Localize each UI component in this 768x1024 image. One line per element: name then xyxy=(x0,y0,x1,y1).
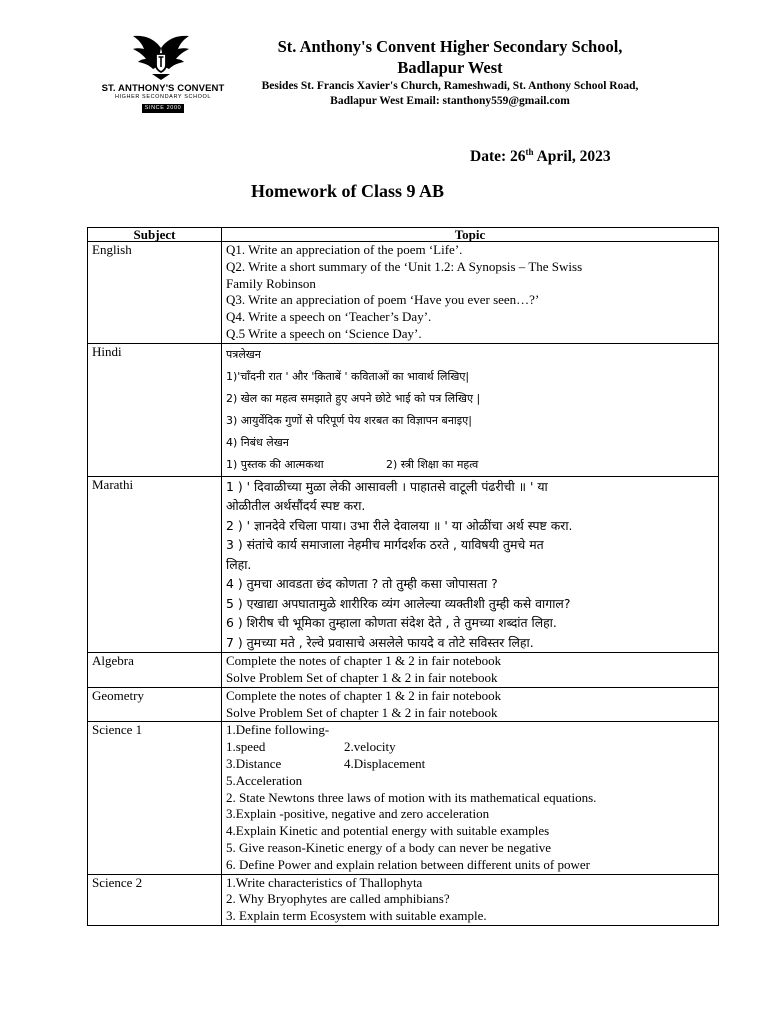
subject-cell: Marathi xyxy=(88,476,222,653)
topic-line: 2) खेल का महत्व समझाते हुए अपने छोटे भाई को पत्र लिखिए | xyxy=(226,391,481,405)
topic-line: Solve Problem Set of chapter 1 & 2 in fair notebook xyxy=(226,670,498,686)
topic-line: 3) आयुर्वेदिक गुणों से परिपूर्ण पेय शरबत का विज्ञापन बनाइए| xyxy=(226,413,472,427)
logo-since-badge: SINCE 2000 xyxy=(142,104,184,113)
subject-cell: Science 2 xyxy=(88,874,222,925)
term-distance: 3.Distance xyxy=(226,756,282,772)
topic-cell xyxy=(222,722,719,874)
topic-cell xyxy=(222,687,719,722)
topic-line: 3 ) संतांचे कार्य समाजाला नेहमीच मार्गदर्शक ठरते , याविषयी तुमचे मत xyxy=(226,537,544,553)
school-name-line1: St. Anthony's Convent Higher Secondary School, xyxy=(277,37,623,56)
topic-line: ओळीतील अर्थसौंदर्य स्पष्ट करा. xyxy=(226,498,366,514)
topic-line: Complete the notes of chapter 1 & 2 in fair notebook xyxy=(226,687,502,703)
topic-line: 4.Explain Kinetic and potential energy with suitable examples xyxy=(226,823,550,839)
topic-line: 2 ) ' ज्ञानदेवे रचिला पाया। उभा रीले देवालया ॥ ' या ओळींचा अर्थ स्पष्ट करा. xyxy=(226,517,573,533)
table-header-row xyxy=(88,228,719,242)
topic-cell xyxy=(222,874,719,925)
essay-topic-1: 1) पुस्तक की आत्मकथा xyxy=(226,457,324,471)
topic-line: 4 ) तुमचा आवडता छंद कोणता ? तो तुम्ही कसा जोपासता ? xyxy=(226,576,498,592)
table-row-science-2 xyxy=(88,874,719,925)
term-displacement: 4.Displacement xyxy=(344,756,426,772)
date-superscript: th xyxy=(525,147,534,157)
topic-line: 2. Why Bryophytes are called amphibians? xyxy=(226,891,450,907)
topic-line: Q2. Write a short summary of the ‘Unit 1.2: A Synopsis – The Swiss xyxy=(226,258,583,274)
essay-topic-2: 2) स्त्री शिक्षा का महत्व xyxy=(386,457,479,471)
winged-crest-icon xyxy=(130,34,192,82)
topic-line: पत्रलेखन xyxy=(226,347,261,361)
topic-line: 6 ) शिरीष ची भूमिका तुम्हाला कोणता संदेश देते , ते तुमच्या शब्दांत लिहा. xyxy=(226,615,557,631)
school-logo xyxy=(92,34,234,116)
subject-cell: Hindi xyxy=(88,343,222,476)
table-row-geometry xyxy=(88,687,719,722)
topic-line: 1 ) ' दिवाळीच्या मुळा लेकी आसावली । पाहातसे वाटूली पंढरीची ॥ ' या xyxy=(226,478,548,494)
topic-line: Solve Problem Set of chapter 1 & 2 in fair notebook xyxy=(226,704,498,720)
topic-cell xyxy=(222,476,719,653)
topic-line: 5 ) एखाद्या अपघातामुळे शारीरिक व्यंग आलेल्या व्यक्तीशी तुम्ही कसे वागाल? xyxy=(226,595,571,611)
school-address-line2: Badlapur West Email: stanthony559@gmail.com xyxy=(330,94,570,107)
logo-school-subtitle: HIGHER SECONDARY SCHOOL xyxy=(114,94,212,100)
homework-table xyxy=(87,227,719,926)
topic-line: 6. Define Power and explain relation between different units of power xyxy=(226,856,590,872)
school-name xyxy=(232,36,668,78)
column-header-topic: Topic xyxy=(222,228,719,242)
date-rest: April, 2023 xyxy=(533,148,611,165)
topic-line: 4) निबंध लेखन xyxy=(226,435,289,449)
school-name-line2: Badlapur West xyxy=(397,58,503,77)
school-address xyxy=(232,79,668,108)
topic-line xyxy=(226,739,714,756)
subject-cell: English xyxy=(88,242,222,344)
table-row-marathi xyxy=(88,476,719,653)
topic-cell xyxy=(222,242,719,344)
logo-school-name: ST. ANTHONY'S CONVENT xyxy=(101,83,225,94)
table-row-algebra xyxy=(88,653,719,688)
topic-line: Family Robinson xyxy=(226,275,316,291)
topic-line: Q.5 Write a speech on ‘Science Day’. xyxy=(226,325,422,341)
topic-line: 1.Define following- xyxy=(226,722,330,738)
topic-line: Complete the notes of chapter 1 & 2 in fair notebook xyxy=(226,653,502,669)
topic-line: 3.Explain -positive, negative and zero acceleration xyxy=(226,806,490,822)
column-header-subject: Subject xyxy=(88,228,222,242)
table-row-english xyxy=(88,242,719,344)
subject-cell: Algebra xyxy=(88,653,222,688)
topic-line: 5. Give reason-Kinetic energy of a body can never be negative xyxy=(226,840,551,856)
subject-cell: Science 1 xyxy=(88,722,222,874)
topic-line: 2. State Newtons three laws of motion with its mathematical equations. xyxy=(226,789,597,805)
page-title: Homework of Class 9 AB xyxy=(251,181,444,201)
topic-line: 3. Explain term Ecosystem with suitable example. xyxy=(226,908,487,924)
topic-line: Q3. Write an appreciation of poem ‘Have you ever seen…?’ xyxy=(226,292,540,308)
term-velocity: 2.velocity xyxy=(344,739,396,755)
topic-line: Q1. Write an appreciation of the poem ‘Life’. xyxy=(226,242,463,257)
topic-line xyxy=(226,454,714,476)
table-row-hindi xyxy=(88,343,719,476)
table-row-science-1 xyxy=(88,722,719,874)
school-address-line1: Besides St. Francis Xavier's Church, Rameshwadi, St. Anthony School Road, xyxy=(261,80,639,92)
date-label: Date: 26 xyxy=(470,148,526,165)
subject-cell: Geometry xyxy=(88,687,222,722)
topic-line: 7 ) तुमच्या मते , रेल्वे प्रवासाचे असलेले फायदे व तोटे सविस्तर लिहा. xyxy=(226,634,534,650)
topic-line: Q4. Write a speech on ‘Teacher’s Day’. xyxy=(226,309,432,325)
topic-line xyxy=(226,756,714,773)
term-speed: 1.speed xyxy=(226,739,266,755)
topic-cell xyxy=(222,343,719,476)
topic-line: 1)'चाँदनी रात ' और 'किताबें ' कविताओं का भावार्थ लिखिए| xyxy=(226,369,470,383)
topic-line: 5.Acceleration xyxy=(226,772,303,788)
topic-cell xyxy=(222,653,719,688)
homework-date xyxy=(470,148,611,166)
letterhead xyxy=(0,0,768,140)
topic-line: लिहा. xyxy=(226,556,252,572)
topic-line: 1.Write characteristics of Thallophyta xyxy=(226,874,423,890)
